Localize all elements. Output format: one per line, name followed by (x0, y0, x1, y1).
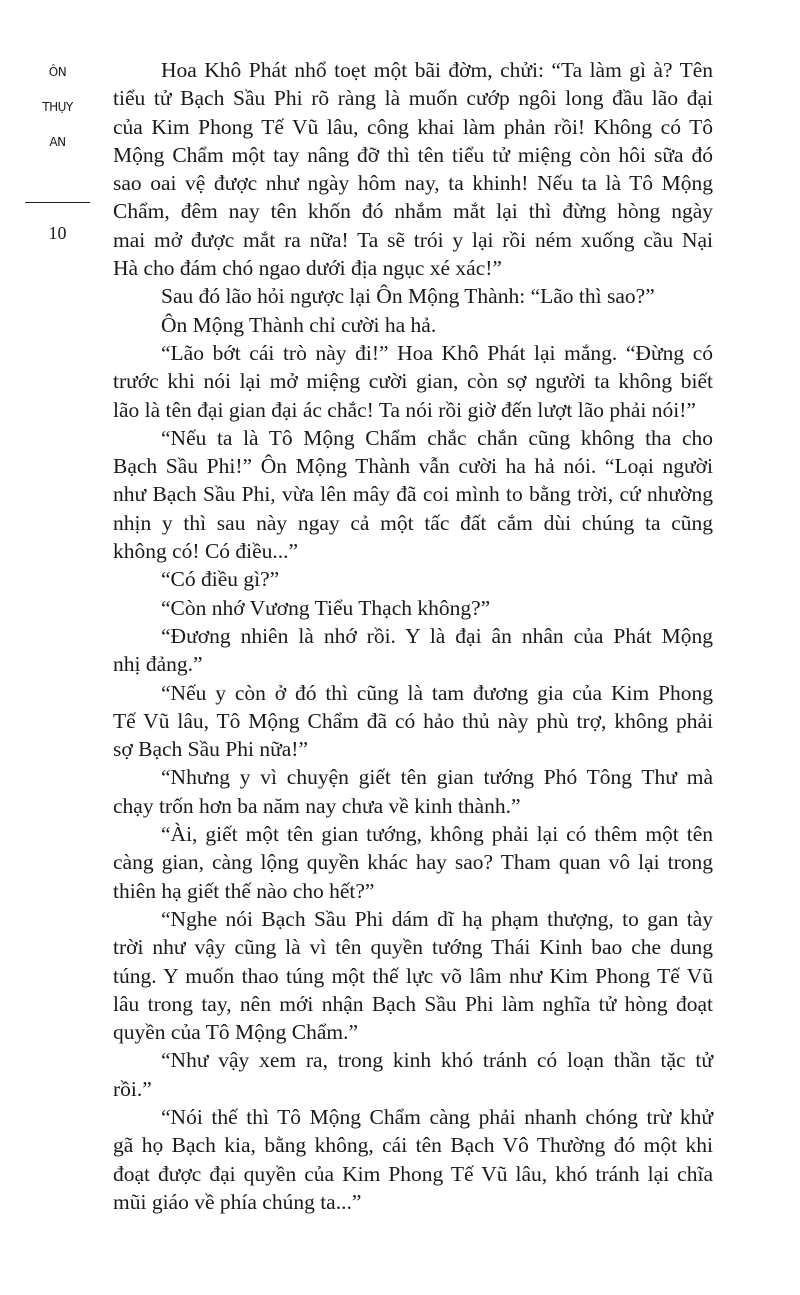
text-line: sợ Bạch Sầu Phi nữa!” (113, 737, 308, 762)
text-line: Tế Vũ lâu, Tô Mộng Chẩm đã có hảo thủ này phù trợ, không phải (113, 708, 713, 733)
text-line: “Nghe nói Bạch Sầu Phi dám dĩ hạ phạm thượng, to gan tày (161, 906, 713, 931)
text-line: “Có điều gì?” (161, 567, 280, 592)
text-line: nhị đảng.” (113, 652, 203, 677)
running-head-line-2: THỤY (42, 100, 73, 114)
text-line: trước khi nói lại mở miệng cười gian, còn sợ người ta không biết (113, 369, 713, 394)
text-line: “Nhưng y vì chuyện giết tên gian tướng Phó Tông Thư mà (161, 765, 713, 790)
text-line: sao oai vệ được như ngày hôm nay, ta khinh! Nếu ta là Tô Mộng (113, 171, 713, 196)
text-line: của Kim Phong Tế Vũ lâu, công khai làm phản rồi! Không có Tô (113, 114, 713, 139)
text-line: “Như vậy xem ra, trong kinh khó tránh có loạn thần tặc tử (161, 1048, 713, 1073)
text-line: “Đương nhiên là nhớ rồi. Y là đại ân nhân của Phát Mộng (161, 623, 713, 648)
text-line: chạy trốn hơn ba năm nay chưa về kinh thành.” (113, 793, 521, 818)
body-text (113, 56, 713, 1216)
text-line: “Nếu y còn ở đó thì cũng là tam đương gia của Kim Phong (161, 680, 713, 705)
text-line: Hà cho đám chó ngao dưới địa ngục xé xác!” (113, 256, 502, 281)
text-line: tiểu tử Bạch Sầu Phi rõ ràng là muốn cướp ngôi long đầu lão đại (113, 86, 713, 111)
text-line: rồi.” (113, 1076, 152, 1101)
text-line: mũi giáo về phía chúng ta...” (113, 1189, 362, 1214)
text-line: nhịn y thì sau này ngay cả một tấc đất cắm dùi chúng ta cũng (113, 510, 713, 535)
page-number: 10 (48, 223, 67, 243)
text-line: đoạt được đại quyền của Kim Phong Tế Vũ lâu, khó tránh lại chĩa (113, 1161, 713, 1186)
text-line: Mộng Chẩm một tay nâng đỡ thì tên tiểu tử miệng còn hôi sữa đó (113, 142, 713, 167)
text-line: càng gian, càng lộng quyền khác hay sao? Tham quan vô lại trong (113, 850, 713, 875)
text-line: như Bạch Sầu Phi, vừa lên mây đã coi mình to bằng trời, cứ nhường (113, 482, 713, 507)
text-line: không có! Có điều...” (113, 539, 299, 564)
text-line: “Nói thế thì Tô Mộng Chẩm càng phải nhanh chóng trừ khử (161, 1104, 713, 1129)
text-line: “Nếu ta là Tô Mộng Chẩm chắc chắn cũng không tha cho (161, 425, 713, 450)
text-line: gã họ Bạch kia, bằng không, cái tên Bạch Vô Thường đó một khi (113, 1133, 713, 1158)
text-line: Ôn Mộng Thành chỉ cười ha hả. (161, 312, 437, 337)
text-line: túng. Y muốn thao túng một thế lực võ lâm như Kim Phong Tế Vũ (113, 963, 713, 988)
text-line: “Ài, giết một tên gian tướng, không phải lại có thêm một tên (161, 822, 713, 847)
text-line: Hoa Khô Phát nhổ toẹt một bãi đờm, chửi: “Ta làm gì à? Tên (161, 58, 713, 82)
text-line: mai mở được mắt ra nữa! Ta sẽ trói y lại rồi ném xuống cầu Nại (113, 227, 713, 252)
running-head-line-3: AN (49, 135, 66, 149)
text-line: Sau đó lão hỏi ngược lại Ôn Mộng Thành: “Lão thì sao?” (161, 284, 655, 309)
text-line: quyền của Tô Mộng Chẩm.” (113, 1020, 359, 1045)
text-line: trời như vậy cũng là vì tên quyền tướng Thái Kinh bao che dung (113, 935, 713, 960)
text-line: “Còn nhớ Vương Tiểu Thạch không?” (161, 595, 491, 620)
text-line: lão là tên đại gian đại ác chắc! Ta nói rồi giờ đến lượt lão phải nói!” (113, 397, 696, 422)
text-line: thiên hạ giết thế nào cho hết?” (113, 878, 375, 903)
text-line: Bạch Sầu Phi!” Ôn Mộng Thành vẫn cười ha hả nói. “Loại người (113, 454, 713, 479)
running-head-line-1: ÔN (48, 65, 67, 79)
margin-divider (25, 202, 90, 203)
text-line: lâu trong tay, nên mới nhận Bạch Sầu Phi làm nghĩa tử hòng đoạt (113, 991, 713, 1016)
text-line: Chẩm, đêm nay tên khốn đó nhắm mắt lại thì đừng hòng ngày (113, 199, 713, 224)
text-line: “Lão bớt cái trò này đi!” Hoa Khô Phát lại mắng. “Đừng có (161, 340, 713, 365)
